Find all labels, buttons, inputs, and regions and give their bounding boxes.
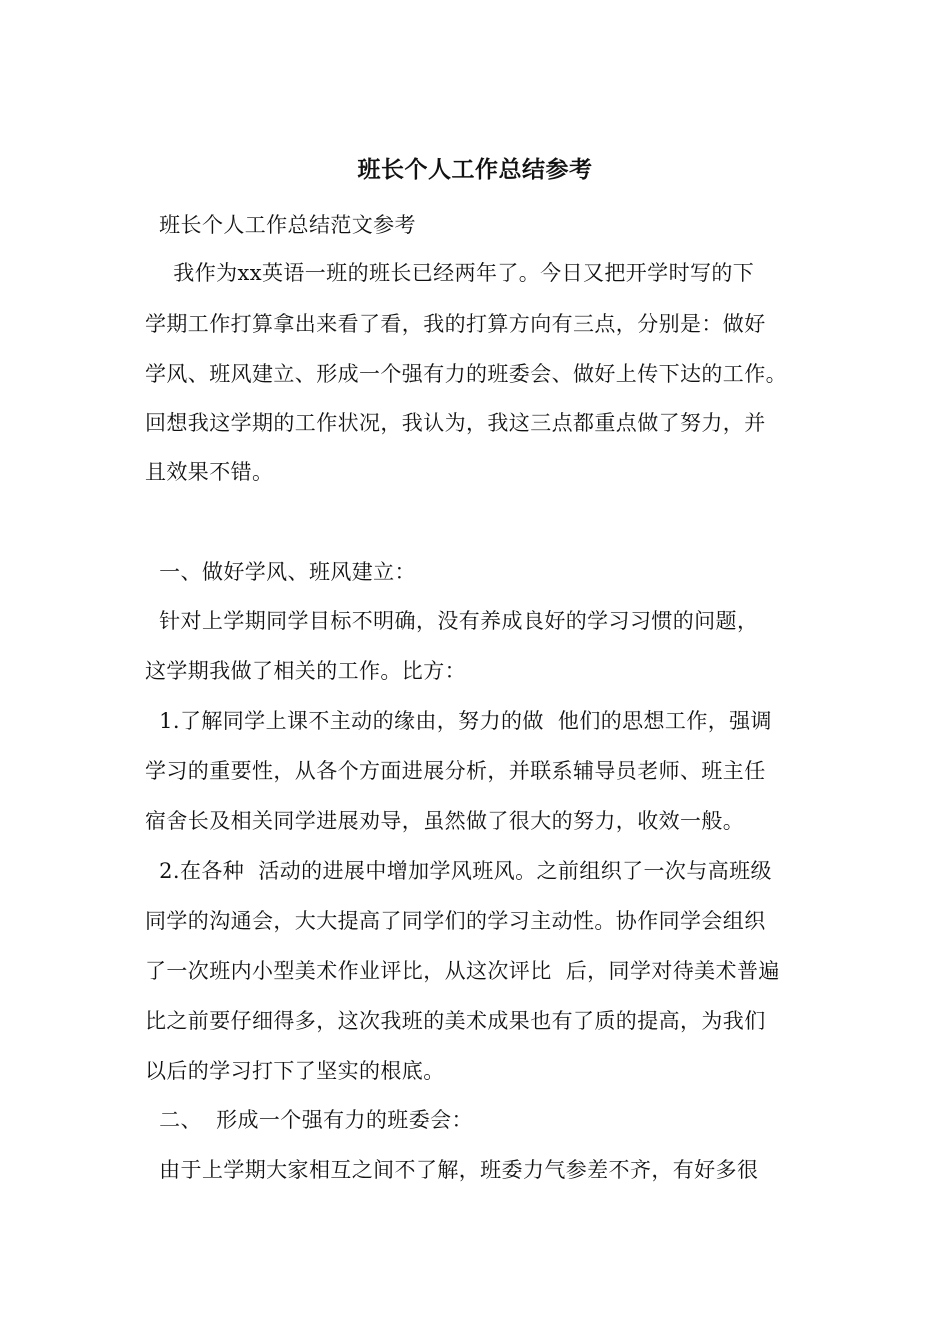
- paragraph-line: 回想我这学期的工作状况，我认为，我这三点都重点做了努力，并: [145, 411, 766, 435]
- paragraph-line: 宿舍长及相关同学进展劝导，虽然做了很大的努力，收效一般。: [145, 809, 745, 833]
- subtitle-line: 班长个人工作总结范文参考: [145, 213, 416, 237]
- paragraph-line: 比之前要仔细得多，这次我班的美术成果也有了质的提高，为我们: [145, 1009, 766, 1033]
- paragraph-line: 我作为xx英语一班的班长已经两年了。今日又把开学时写的下: [145, 261, 755, 285]
- paragraph-line: 1.了解同学上课不主动的缘由，努力的做 他们的思想工作，强调: [145, 709, 772, 733]
- paragraph-line: 2.在各种 活动的进展中增加学风班风。之前组织了一次与高班级: [145, 859, 772, 883]
- paragraph-line: 且效果不错。: [145, 460, 274, 484]
- section-heading-2: 二、 形成一个强有力的班委会：: [145, 1108, 473, 1132]
- section-heading-1: 一、做好学风、班风建立：: [145, 560, 416, 584]
- paragraph-line: 学期工作打算拿出来看了看，我的打算方向有三点，分别是：做好: [145, 312, 766, 336]
- paragraph-line: 以后的学习打下了坚实的根底。: [145, 1059, 445, 1083]
- paragraph-line: 学风、班风建立、形成一个强有力的班委会、做好上传下达的工作。: [145, 362, 787, 386]
- paragraph-line: 由于上学期大家相互之间不了解，班委力气参差不齐，有好多很: [145, 1158, 759, 1182]
- paragraph-line: 这学期我做了相关的工作。比方：: [145, 659, 466, 683]
- paragraph-line: 了一次班内小型美术作业评比，从这次评比 后，同学对待美术普遍: [145, 959, 780, 983]
- document-title: 班长个人工作总结参考: [357, 156, 593, 183]
- paragraph-line: 同学的沟通会，大大提高了同学们的学习主动性。协作同学会组织: [145, 909, 766, 933]
- paragraph-line: 学习的重要性，从各个方面进展分析，并联系辅导员老师、班主任: [145, 759, 766, 783]
- paragraph-line: 针对上学期同学目标不明确，没有养成良好的学习习惯的问题，: [145, 609, 759, 633]
